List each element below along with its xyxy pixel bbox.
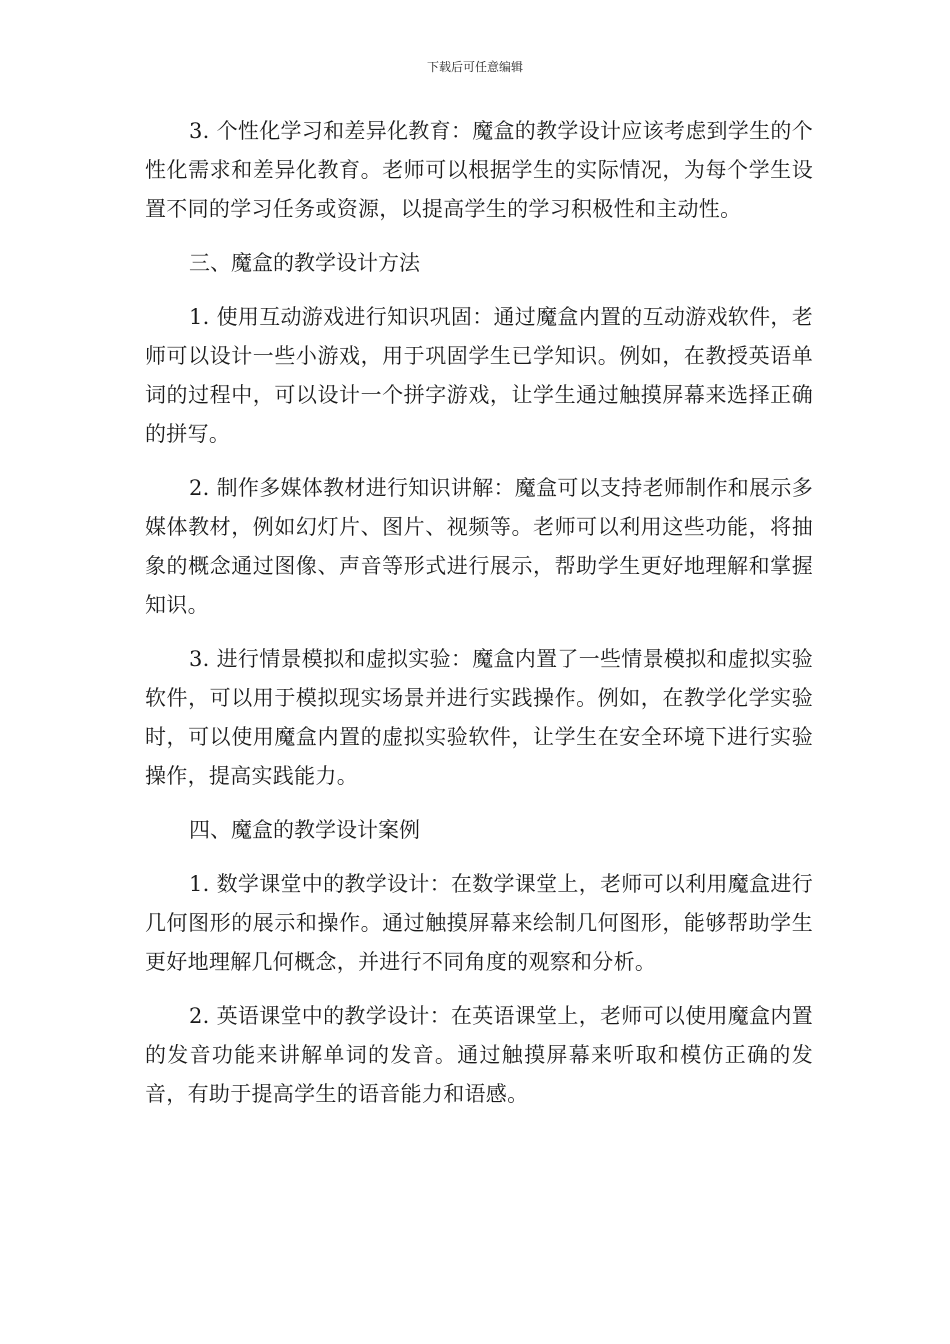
page-header: 下载后可任意编辑 (426, 60, 523, 74)
section-heading-methods: 三、魔盒的教学设计方法 (189, 251, 420, 275)
paragraph-personalized-learning: 3. 个性化学习和差异化教育：魔盒的教学设计应该考虑到学生的个性化需求和差异化教育。老师可以根据学生的实际情况，为每个学生设置不同的学习任务或资源，以提高学生的学习积极性和主动性。 (145, 119, 814, 221)
paragraph-math-class: 1. 数学课堂中的教学设计：在数学课堂上，老师可以利用魔盒进行几何图形的展示和操作。通过触摸屏幕来绘制几何图形，能够帮助学生更好地理解几何概念，并进行不同角度的观察和分析。 (145, 872, 814, 974)
section-heading-cases: 四、魔盒的教学设计案例 (189, 818, 420, 842)
paragraph-english-class: 2. 英语课堂中的教学设计：在英语课堂上，老师可以使用魔盒内置的发音功能来讲解单词的发音。通过触摸屏幕来听取和模仿正确的发音，有助于提高学生的语音能力和语感。 (145, 1004, 814, 1106)
document-body (145, 112, 813, 1129)
paragraph-multimedia-materials: 2. 制作多媒体教材进行知识讲解：魔盒可以支持老师制作和展示多媒体教材，例如幻灯片、图片、视频等。老师可以利用这些功能，将抽象的概念通过图像、声音等形式进行展示，帮助学生更好地理解和掌握知识。 (145, 476, 814, 617)
paragraph-interactive-games: 1. 使用互动游戏进行知识巩固：通过魔盒内置的互动游戏软件，老师可以设计一些小游戏，用于巩固学生已学知识。例如，在教授英语单词的过程中，可以设计一个拼字游戏，让学生通过触摸屏幕来选择正确的拼写。 (145, 305, 814, 446)
paragraph-virtual-experiments: 3. 进行情景模拟和虚拟实验：魔盒内置了一些情景模拟和虚拟实验软件，可以用于模拟现实场景并进行实践操作。例如，在教学化学实验时，可以使用魔盒内置的虚拟实验软件，让学生在安全环境下进行实验操作，提高实践能力。 (145, 647, 814, 788)
